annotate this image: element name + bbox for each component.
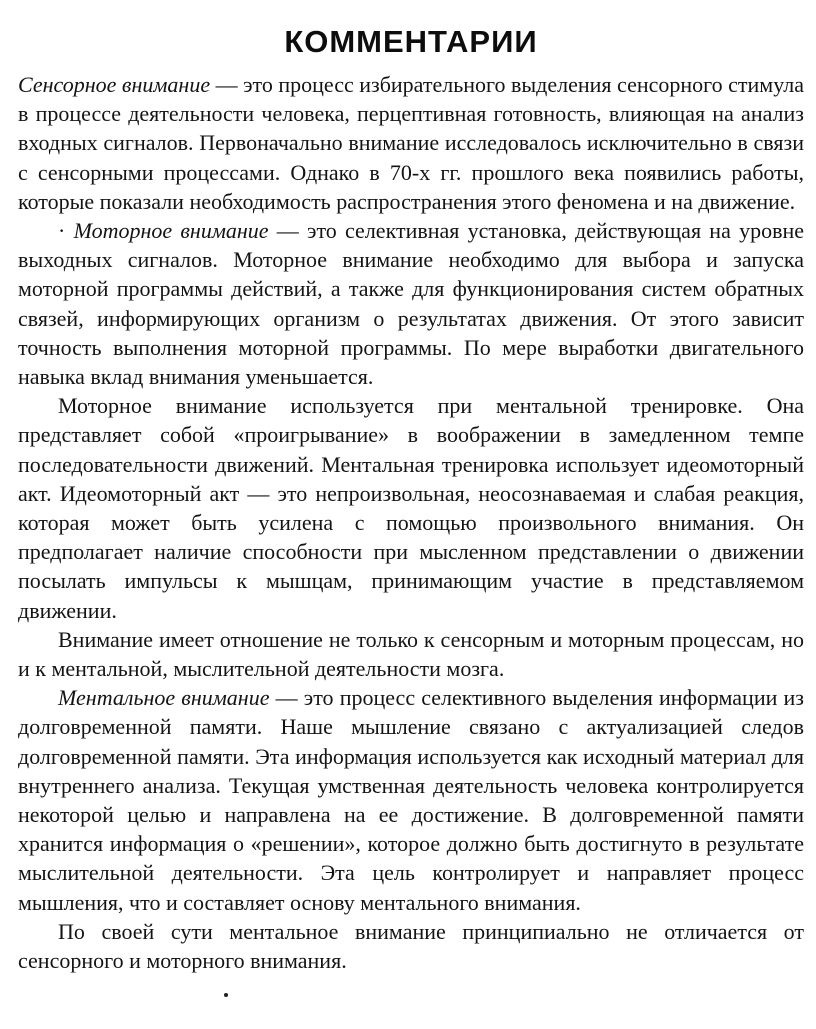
paragraph-attention-relation — [18, 625, 804, 683]
page-title: КОММЕНТАРИИ — [284, 24, 538, 59]
term-sensory-attention: Сенсорное внимание — [18, 72, 211, 97]
paragraph-text: — это селективная установка, действующая на уровне выходных сигналов. Моторное внимание необходимо для выбора и запуска моторной программы действий, а также для функционирования систем обратных связей, информирующих организм о результатах движения. От этого зависит точность выполнения моторной программы. По мере выработки двигательного навыка вклад внимания уменьшается. — [18, 218, 804, 390]
paragraph-motor-attention — [18, 216, 804, 391]
paragraph-text: По своей сути ментальное внимание принципиально не отличается от сенсорного и моторного внимания. — [18, 918, 804, 974]
paragraph-text: — это процесс избирательного выделения сенсорного стимула в процессе деятельности человека, перцептивная готовность, влияющая на анализ входных сигналов. Первоначально внимание исследовалось исключительно в связи с сенсорными процессами. Однако в 70-х гг. прошлого века появились работы, которые показали необходимость распространения этого феномена и на движение. — [18, 72, 804, 214]
term-mental-attention: Ментальное внимание — [58, 685, 270, 711]
bullet-mark: · — [58, 218, 66, 244]
paragraph-sensory-attention — [18, 70, 804, 216]
paragraph-mental-training — [18, 391, 804, 625]
paragraph-text: Моторное внимание используется при ментальной тренировке. Она представляет собой «проигрывание» в воображении в замедленном темпе последовательности движений. Ментальная тренировка использует идеомоторный акт. Идеомоторный акт — это непроизвольная, неосознаваемая и слабая реакция, которая может быть усилена с помощью произвольного внимания. Он предполагает наличие способности при мысленном представлении о движении посылать импульсы к мышцам, принимающим участие в представляемом движении. — [18, 393, 804, 623]
paragraph-text: Внимание имеет отношение не только к сенсорным и моторным процессам, но и к ментальной, мыслительной деятельности мозга. — [18, 626, 804, 682]
stray-dot-mark — [224, 993, 228, 997]
paragraph-conclusion — [18, 917, 804, 975]
term-motor-attention: Моторное внимание — [73, 218, 269, 244]
paragraph-text: — это процесс селективного выделения информации из долговременной памяти. Наше мышление связано с актуализацией следов долговременной памяти. Эта информация используется как исходный материал для внутреннего анализа. Текущая умственная деятельность человека контролируется некоторой целью и направлена на ее достижение. В долговременной памяти хранится информация о «решении», которое должно быть достигнуто в результате мыслительной деятельности. Эта цель контролирует и направляет процесс мышления, что и составляет основу ментального внимания. — [18, 685, 804, 915]
paragraph-mental-attention — [18, 683, 804, 917]
